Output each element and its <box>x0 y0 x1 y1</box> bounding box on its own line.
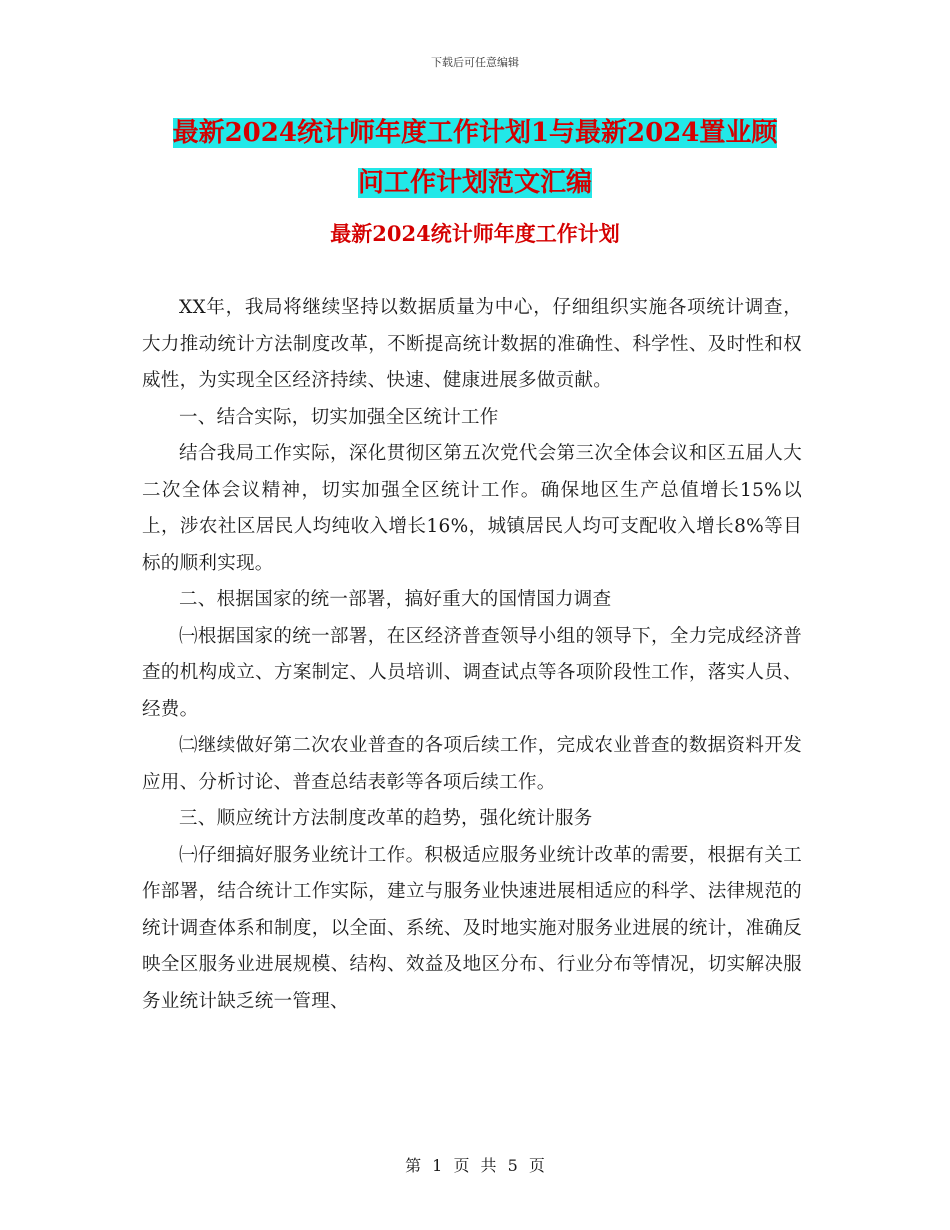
section-title: 最新2024统计师年度工作计划 <box>330 221 620 246</box>
paragraph: 三、顺应统计方法制度改革的趋势，强化统计服务 <box>179 808 593 829</box>
paragraph: ㈠仔细搞好服务业统计工作。积极适应服务业统计改革的需要，根据有关工作部署，结合统计工作实际，建立与服务业快速进展相适应的科学、法律规范的统计调查体系和制度，以全面、系统、及时地实施对服务业进展的统计，准确反映全区服务业进展规模、结构、效益及地区分布、行业分布等情况，切实解决服务业统计缺乏统一管理、 <box>142 844 802 1012</box>
header-note: 下载后可任意编辑 <box>431 56 519 69</box>
body-text <box>142 290 802 1020</box>
document-title <box>0 108 950 208</box>
paragraph: ㈡继续做好第二次农业普查的各项后续工作，完成农业普查的数据资料开发应用、分析讨论、普查总结表彰等各项后续工作。 <box>142 735 802 793</box>
paragraph: XX年，我局将继续坚持以数据质量为中心，仔细组织实施各项统计调查，大力推动统计方法制度改革，不断提高统计数据的准确性、科学性、及时性和权威性，为实现全区经济持续、快速、健康进展多做贡献。 <box>142 297 802 391</box>
paragraph: 结合我局工作实际，深化贯彻区第五次党代会第三次全体会议和区五届人大二次全体会议精神，切实加强全区统计工作。确保地区生产总值增长15%以上，涉农社区居民人均纯收入增长16%，城镇居民人均可支配收入增长8%等目标的顺利实现。 <box>142 443 802 574</box>
page-footer: 第 1 页 共 5 页 <box>405 1156 545 1175</box>
paragraph: ㈠根据国家的统一部署，在区经济普查领导小组的领导下，全力完成经济普查的机构成立、方案制定、人员培训、调查试点等各项阶段性工作，落实人员、经费。 <box>142 625 802 720</box>
title-line-1: 最新2024统计师年度工作计划1与最新2024置业顾 <box>172 118 778 148</box>
paragraph: 一、结合实际，切实加强全区统计工作 <box>179 406 499 428</box>
paragraph: 二、根据国家的统一部署，搞好重大的国情国力调查 <box>179 589 612 610</box>
title-line-2: 问工作计划范文汇编 <box>357 168 592 198</box>
